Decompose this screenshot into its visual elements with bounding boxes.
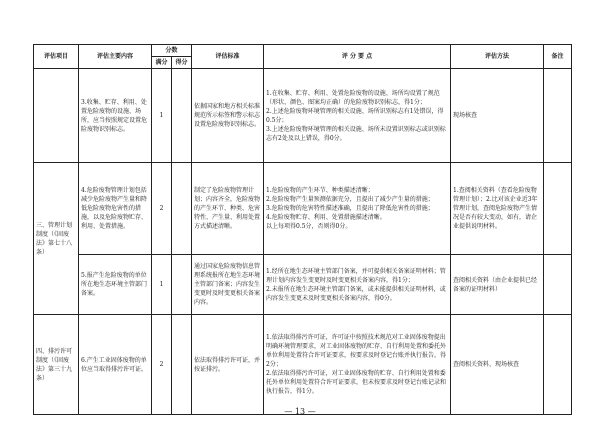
note-cell[interactable] <box>544 163 572 255</box>
col-header-content: 评估主要内容 <box>79 45 152 69</box>
got-score-cell[interactable] <box>172 163 192 255</box>
table-row <box>34 69 572 163</box>
table-row <box>34 255 572 315</box>
full-score-cell: 1 <box>152 69 172 163</box>
point-line: 3.上述危险废物环境管理的相关设施、场所未设置识别标志或识别标志有2处及以上错误，得0分。 <box>266 125 446 142</box>
content-cell: 5.报产生危险废物的单位所在地生态环境主管部门备案。 <box>79 255 152 315</box>
page-number: — 13 — <box>284 407 316 416</box>
point-line: 以上每项得0.5分，否则得0分。 <box>266 223 352 230</box>
note-cell[interactable] <box>544 255 572 315</box>
points-cell <box>264 163 451 255</box>
header-row-top <box>34 45 572 57</box>
item-cell-discharge-permit: 四、排污许可制度（《固废法》第三十九条） <box>34 315 79 415</box>
standard-cell: 制定了危险废物管理计划；内容齐全，危险废物的产生环节、种类、危害特性、产生量、利用处置方式描述清晰。 <box>192 163 264 255</box>
evaluation-table <box>33 44 572 415</box>
point-line: 2.上述危险废物环境管理的相关设施、场所识别标志有1处错误，得0.5分； <box>266 107 444 124</box>
col-header-full: 满分 <box>152 57 172 69</box>
content-cell: 4.危险废物管理计划包括减少危险废物产生量和降低危险废物危害性的措施，以及危险废物贮存、利用、处置措施。 <box>79 163 152 255</box>
method-cell: 现场核查 <box>451 69 544 163</box>
point-line: 1.危险废物的产生环节、种类描述清晰； <box>266 187 374 194</box>
content-cell: 6.产生工业固体废物的单位应当取得排污许可证。 <box>79 315 152 415</box>
standard-cell: 通过国家危险废物信息管理系统报所在地生态环境主管部门备案；内容发生变更时及时变更相关备案内容。 <box>192 255 264 315</box>
points-cell <box>264 315 451 415</box>
got-score-cell[interactable] <box>172 69 192 163</box>
method-cell: 1.查阅相关资料（查看危险废物管理计划）；2.比对该企业近3年管理计划，查阅危险废物产生情况是否有较大变动，如有，请企业提供说明材料。 <box>451 163 544 255</box>
point-line: 3.危险废物的危害特性描述准确，且提出了降低危害性的措施； <box>266 205 434 212</box>
got-score-cell[interactable] <box>172 255 192 315</box>
item-cell-management-plan: 三、管理计划制度（《固废法》第七十八条） <box>34 163 79 315</box>
got-score-cell[interactable] <box>172 315 192 415</box>
col-header-item: 评估项目 <box>34 45 79 69</box>
point-line: 1.经所在地生态环境主管部门备案，并可提供相关备案证明材料；管理计划内容发生变更时及时变更相关备案内容，得1分； <box>266 267 446 284</box>
point-line: 4.危险废物贮存、利用、处置措施描述清晰。 <box>266 214 386 221</box>
note-cell[interactable] <box>544 69 572 163</box>
table-row <box>34 315 572 415</box>
point-line: 2.未报所在地生态环境主管部门备案，或未能提供相关证明材料，或内容发生变更未及时变更相关备案内容，得0分。 <box>266 285 446 302</box>
col-header-note: 备注 <box>544 45 572 69</box>
col-header-points: 评 分 要 点 <box>264 45 451 69</box>
point-line: 2.依法取得排污许可证，对工业固体废物的贮存、自行利用处置和委托外单位利用处置符合许可证要求，但未按要求及时登记台账记录和执行报告，得1分。 <box>266 370 447 395</box>
point-line: 1.依法取得排污许可证，许可证中按照技术规范对工业固体废物提出明确环境管理要求，对工业固体废物的贮存、自行利用处置和委托外单位利用处置符合许可证要求，按要求及时登记台账并执行报告，得2分； <box>266 334 447 368</box>
evaluation-table-sheet <box>33 44 571 415</box>
content-cell: 3.收集、贮存、利用、处置危险废物的设施、场所，应当按照规定设置危险废物识别标志。 <box>79 69 152 163</box>
standard-cell: 依据国家和地方相关标准规范所示标签和警示标志设置危险废物识别标志。 <box>192 69 264 163</box>
col-header-score: 分数 <box>152 45 192 57</box>
points-cell <box>264 255 451 315</box>
point-line: 1.在收集、贮存、利用、处置危险废物的设施、场所均设置了规范（形状、颜色、图案均正确）的危险废物识别标志，得1分； <box>266 89 440 106</box>
method-cell: 查阅相关资料（由企业提供已经备案的证明材料） <box>451 255 544 315</box>
full-score-cell: 2 <box>152 315 172 415</box>
col-header-method: 评估方法 <box>451 45 544 69</box>
point-line: 2.危险废物产生量预测依据充分，且提出了减少产生量的措施； <box>266 196 434 203</box>
full-score-cell: 1 <box>152 255 172 315</box>
table-row <box>34 163 572 255</box>
standard-cell: 依法取得排污许可证，并按证排污。 <box>192 315 264 415</box>
item-cell-empty <box>34 69 79 163</box>
method-cell: 查阅相关资料、现场核查 <box>451 315 544 415</box>
col-header-got: 得分 <box>172 57 192 69</box>
points-cell <box>264 69 451 163</box>
full-score-cell: 2 <box>152 163 172 255</box>
col-header-standard: 评估标准 <box>192 45 264 69</box>
note-cell[interactable] <box>544 315 572 415</box>
